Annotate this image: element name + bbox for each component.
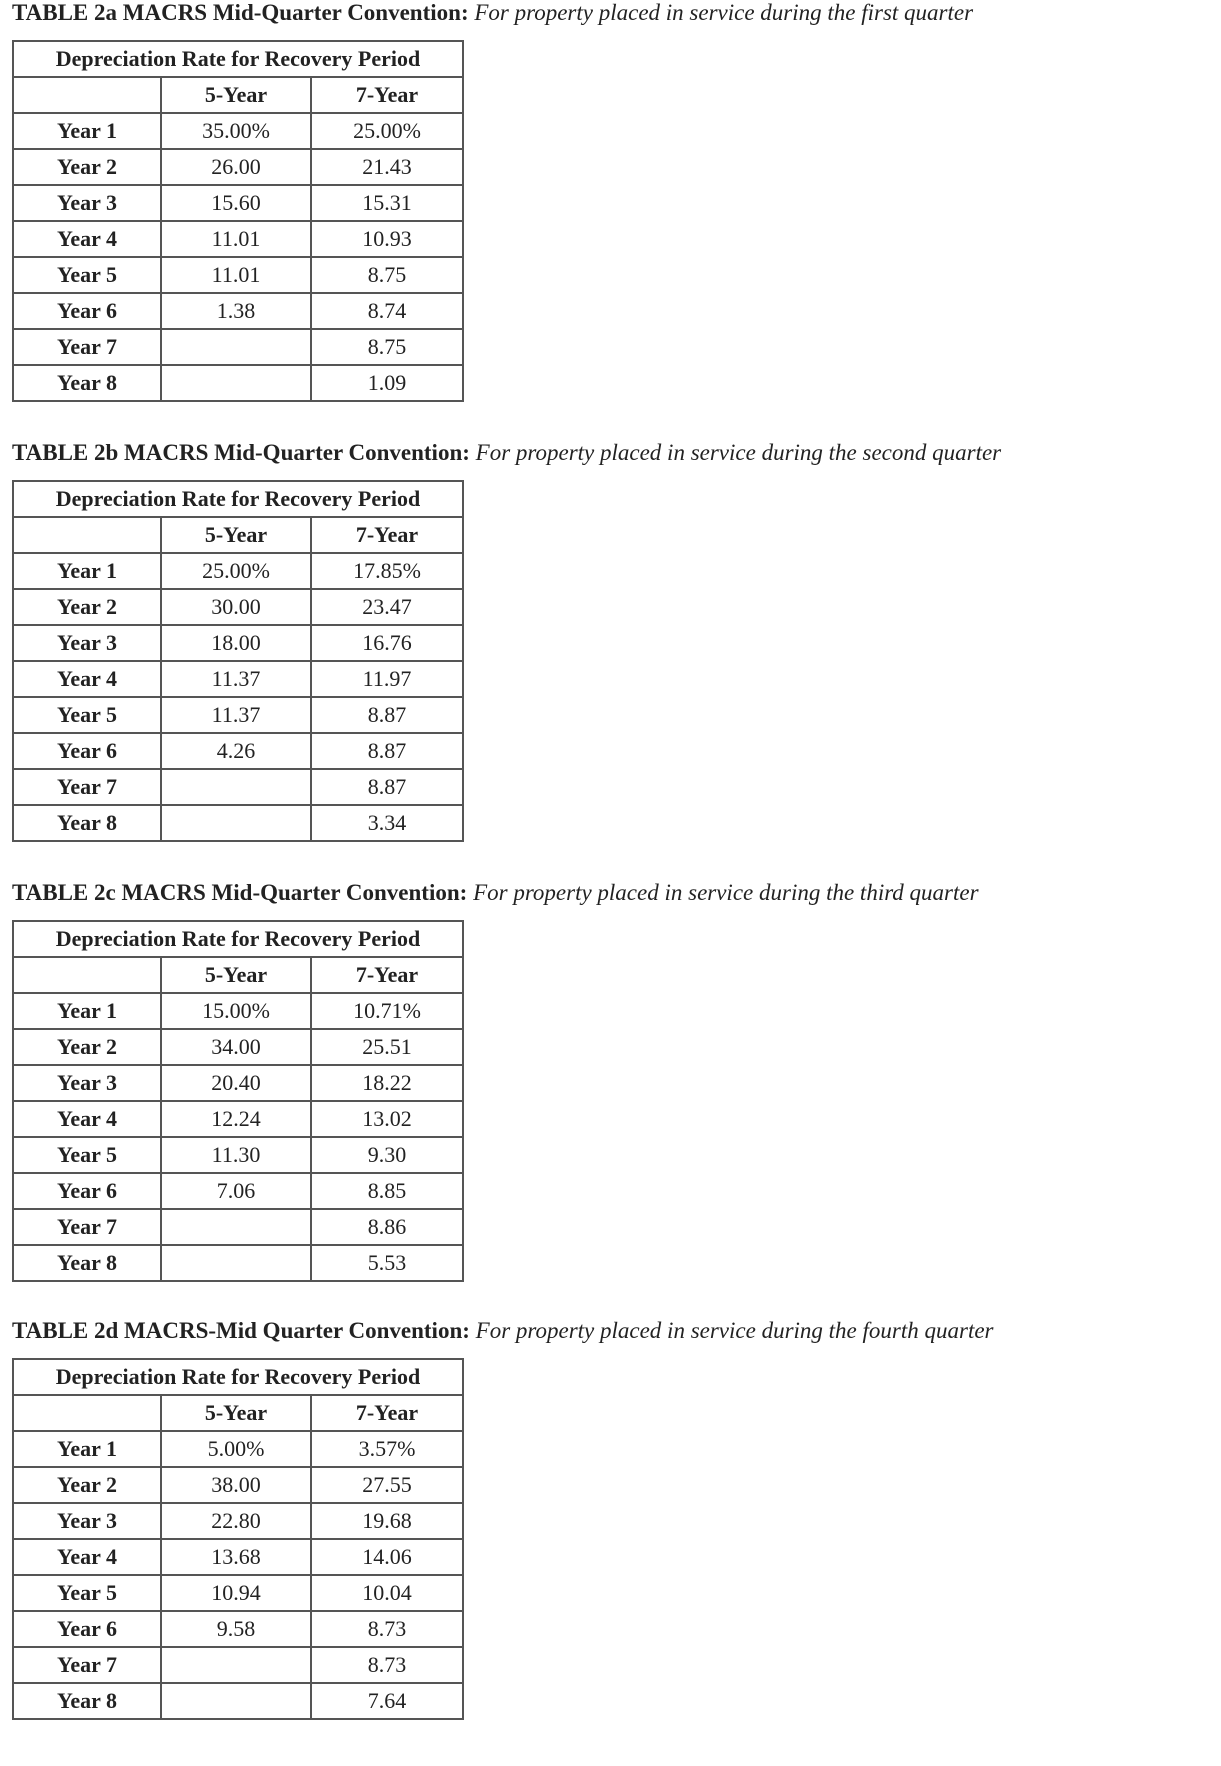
empty-corner-cell <box>13 1395 161 1431</box>
five-year-rate: 38.00 <box>161 1467 311 1503</box>
year-label: Year 1 <box>13 113 161 149</box>
year-label: Year 2 <box>13 1467 161 1503</box>
five-year-rate: 5.00% <box>161 1431 311 1467</box>
year-label: Year 6 <box>13 733 161 769</box>
table-header-row <box>13 41 463 77</box>
table-row <box>13 149 463 185</box>
table-row <box>13 1101 463 1137</box>
year-label: Year 8 <box>13 1683 161 1719</box>
seven-year-rate: 14.06 <box>311 1539 463 1575</box>
five-year-rate <box>161 769 311 805</box>
seven-year-rate: 3.34 <box>311 805 463 841</box>
depreciation-rate-table <box>12 920 464 1282</box>
seven-year-rate: 16.76 <box>311 625 463 661</box>
column-header: 7-Year <box>311 957 463 993</box>
five-year-rate: 30.00 <box>161 589 311 625</box>
seven-year-rate: 9.30 <box>311 1137 463 1173</box>
five-year-rate <box>161 1683 311 1719</box>
seven-year-rate: 23.47 <box>311 589 463 625</box>
table-row <box>13 1467 463 1503</box>
table-caption <box>12 440 1001 466</box>
seven-year-rate: 8.75 <box>311 257 463 293</box>
year-label: Year 2 <box>13 589 161 625</box>
year-label: Year 1 <box>13 1431 161 1467</box>
seven-year-rate: 1.09 <box>311 365 463 401</box>
table-row <box>13 625 463 661</box>
seven-year-rate: 25.00% <box>311 113 463 149</box>
five-year-rate: 11.30 <box>161 1137 311 1173</box>
seven-year-rate: 8.74 <box>311 293 463 329</box>
five-year-rate: 11.01 <box>161 257 311 293</box>
five-year-rate <box>161 1209 311 1245</box>
five-year-rate: 35.00% <box>161 113 311 149</box>
table-row <box>13 185 463 221</box>
table-row <box>13 221 463 257</box>
seven-year-rate: 15.31 <box>311 185 463 221</box>
table-row <box>13 769 463 805</box>
year-label: Year 8 <box>13 365 161 401</box>
five-year-rate: 25.00% <box>161 553 311 589</box>
seven-year-rate: 10.71% <box>311 993 463 1029</box>
seven-year-rate: 8.85 <box>311 1173 463 1209</box>
year-label: Year 1 <box>13 993 161 1029</box>
five-year-rate: 26.00 <box>161 149 311 185</box>
seven-year-rate: 7.64 <box>311 1683 463 1719</box>
table-row <box>13 993 463 1029</box>
depreciation-rate-table <box>12 480 464 842</box>
seven-year-rate: 25.51 <box>311 1029 463 1065</box>
year-label: Year 7 <box>13 769 161 805</box>
table-caption-description: For property placed in service during the fourth quarter <box>475 1318 994 1343</box>
table-row <box>13 1539 463 1575</box>
table-row <box>13 805 463 841</box>
table-header-title: Depreciation Rate for Recovery Period <box>13 41 463 77</box>
year-label: Year 5 <box>13 257 161 293</box>
column-header-row <box>13 517 463 553</box>
column-header-row <box>13 957 463 993</box>
table-row <box>13 1245 463 1281</box>
five-year-rate: 20.40 <box>161 1065 311 1101</box>
five-year-rate: 15.00% <box>161 993 311 1029</box>
empty-corner-cell <box>13 517 161 553</box>
table-header-title: Depreciation Rate for Recovery Period <box>13 1359 463 1395</box>
table-row <box>13 1575 463 1611</box>
year-label: Year 8 <box>13 805 161 841</box>
year-label: Year 3 <box>13 185 161 221</box>
table-row <box>13 257 463 293</box>
seven-year-rate: 8.73 <box>311 1647 463 1683</box>
five-year-rate <box>161 1647 311 1683</box>
table-row <box>13 1137 463 1173</box>
five-year-rate <box>161 329 311 365</box>
year-label: Year 7 <box>13 329 161 365</box>
seven-year-rate: 11.97 <box>311 661 463 697</box>
year-label: Year 7 <box>13 1209 161 1245</box>
table-row <box>13 113 463 149</box>
year-label: Year 3 <box>13 1065 161 1101</box>
five-year-rate: 13.68 <box>161 1539 311 1575</box>
five-year-rate: 11.37 <box>161 661 311 697</box>
table-caption-description: For property placed in service during the second quarter <box>475 440 1002 465</box>
five-year-rate: 10.94 <box>161 1575 311 1611</box>
table-header-title: Depreciation Rate for Recovery Period <box>13 921 463 957</box>
table-row <box>13 365 463 401</box>
seven-year-rate: 8.86 <box>311 1209 463 1245</box>
year-label: Year 2 <box>13 149 161 185</box>
year-label: Year 6 <box>13 1173 161 1209</box>
five-year-rate: 4.26 <box>161 733 311 769</box>
table-row <box>13 293 463 329</box>
table-row <box>13 697 463 733</box>
table-row <box>13 733 463 769</box>
table-caption <box>12 880 979 906</box>
five-year-rate <box>161 805 311 841</box>
column-header: 5-Year <box>161 517 311 553</box>
seven-year-rate: 8.75 <box>311 329 463 365</box>
table-row <box>13 1209 463 1245</box>
table-row <box>13 1503 463 1539</box>
year-label: Year 2 <box>13 1029 161 1065</box>
year-label: Year 7 <box>13 1647 161 1683</box>
table-caption-label: TABLE 2a MACRS Mid-Quarter Convention: <box>12 0 469 25</box>
column-header: 5-Year <box>161 1395 311 1431</box>
table-caption-description: For property placed in service during the third quarter <box>473 880 979 905</box>
table-caption-description: For property placed in service during the first quarter <box>474 0 974 25</box>
five-year-rate: 7.06 <box>161 1173 311 1209</box>
five-year-rate: 11.01 <box>161 221 311 257</box>
column-header: 5-Year <box>161 77 311 113</box>
table-caption <box>12 1318 994 1344</box>
five-year-rate: 15.60 <box>161 185 311 221</box>
seven-year-rate: 27.55 <box>311 1467 463 1503</box>
five-year-rate: 1.38 <box>161 293 311 329</box>
year-label: Year 8 <box>13 1245 161 1281</box>
table-header-row <box>13 921 463 957</box>
column-header: 7-Year <box>311 1395 463 1431</box>
table-row <box>13 1611 463 1647</box>
table-row <box>13 1683 463 1719</box>
year-label: Year 4 <box>13 221 161 257</box>
column-header-row <box>13 77 463 113</box>
table-row <box>13 1029 463 1065</box>
table-row <box>13 661 463 697</box>
year-label: Year 5 <box>13 697 161 733</box>
column-header: 5-Year <box>161 957 311 993</box>
empty-corner-cell <box>13 957 161 993</box>
seven-year-rate: 5.53 <box>311 1245 463 1281</box>
table-row <box>13 1065 463 1101</box>
seven-year-rate: 13.02 <box>311 1101 463 1137</box>
seven-year-rate: 8.87 <box>311 697 463 733</box>
table-caption-label: TABLE 2c MACRS Mid-Quarter Convention: <box>12 880 468 905</box>
five-year-rate: 11.37 <box>161 697 311 733</box>
table-caption <box>12 0 973 26</box>
table-caption-label: TABLE 2b MACRS Mid-Quarter Convention: <box>12 440 470 465</box>
five-year-rate <box>161 1245 311 1281</box>
year-label: Year 4 <box>13 1539 161 1575</box>
seven-year-rate: 21.43 <box>311 149 463 185</box>
five-year-rate: 9.58 <box>161 1611 311 1647</box>
table-caption-label: TABLE 2d MACRS-Mid Quarter Convention: <box>12 1318 470 1343</box>
five-year-rate: 12.24 <box>161 1101 311 1137</box>
seven-year-rate: 8.87 <box>311 769 463 805</box>
year-label: Year 1 <box>13 553 161 589</box>
table-header-row <box>13 1359 463 1395</box>
year-label: Year 6 <box>13 293 161 329</box>
year-label: Year 4 <box>13 661 161 697</box>
seven-year-rate: 10.04 <box>311 1575 463 1611</box>
year-label: Year 5 <box>13 1575 161 1611</box>
year-label: Year 6 <box>13 1611 161 1647</box>
year-label: Year 3 <box>13 1503 161 1539</box>
year-label: Year 5 <box>13 1137 161 1173</box>
five-year-rate: 22.80 <box>161 1503 311 1539</box>
column-header: 7-Year <box>311 517 463 553</box>
table-row <box>13 1647 463 1683</box>
table-row <box>13 553 463 589</box>
table-row <box>13 329 463 365</box>
five-year-rate: 34.00 <box>161 1029 311 1065</box>
table-row <box>13 1431 463 1467</box>
seven-year-rate: 3.57% <box>311 1431 463 1467</box>
column-header-row <box>13 1395 463 1431</box>
empty-corner-cell <box>13 77 161 113</box>
table-header-title: Depreciation Rate for Recovery Period <box>13 481 463 517</box>
table-header-row <box>13 481 463 517</box>
depreciation-rate-table <box>12 1358 464 1720</box>
seven-year-rate: 8.73 <box>311 1611 463 1647</box>
seven-year-rate: 10.93 <box>311 221 463 257</box>
seven-year-rate: 18.22 <box>311 1065 463 1101</box>
five-year-rate <box>161 365 311 401</box>
seven-year-rate: 17.85% <box>311 553 463 589</box>
five-year-rate: 18.00 <box>161 625 311 661</box>
table-row <box>13 589 463 625</box>
year-label: Year 4 <box>13 1101 161 1137</box>
column-header: 7-Year <box>311 77 463 113</box>
seven-year-rate: 8.87 <box>311 733 463 769</box>
year-label: Year 3 <box>13 625 161 661</box>
depreciation-rate-table <box>12 40 464 402</box>
seven-year-rate: 19.68 <box>311 1503 463 1539</box>
table-row <box>13 1173 463 1209</box>
